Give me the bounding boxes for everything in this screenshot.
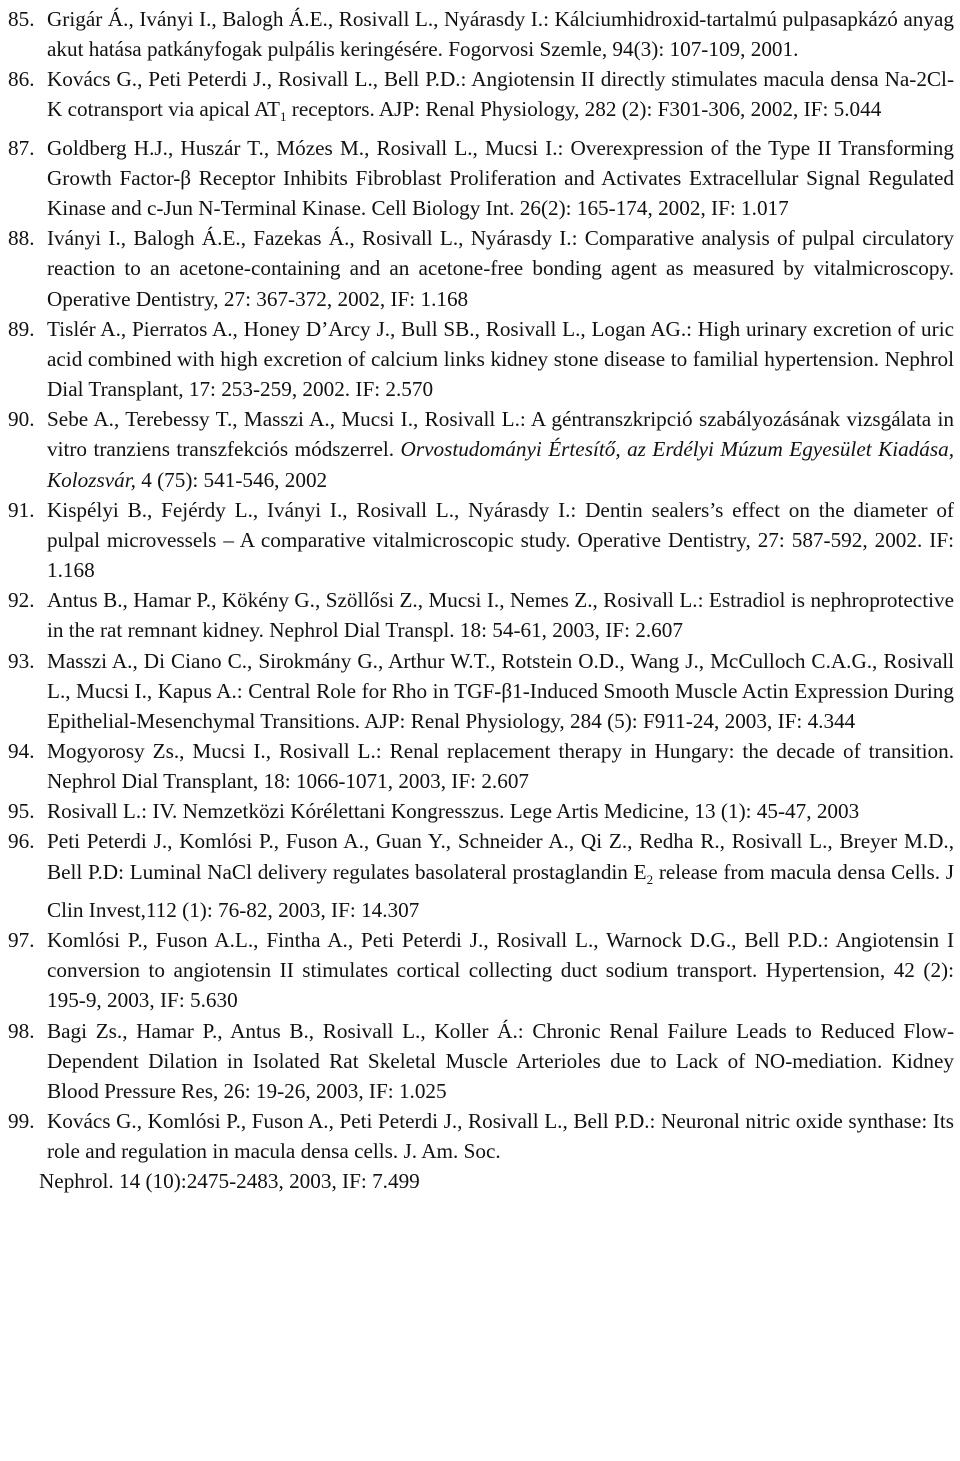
reference-number: 96.: [8, 829, 35, 854]
reference-number: 99.: [8, 1109, 35, 1134]
reference-item: [8, 925, 954, 1015]
reference-number: 89.: [8, 316, 35, 341]
reference-item: [8, 404, 954, 494]
subscript: 1: [280, 109, 287, 125]
reference-text: Mogyorosy Zs., Mucsi I., Rosivall L.: Renal replacement therapy in Hungary: the decade of transition. Nephrol Dial Transplant, 18: 1066-1071, 2003, IF: 2.607: [47, 738, 954, 794]
reference-number: 98.: [8, 1018, 35, 1043]
reference-text: Kovács G., Komlósi P., Fuson A., Peti Peterdi J., Rosivall L., Bell P.D.: Neuronal nitric oxide synthase: Its role and regulation in macula densa cells. J. Am. Soc.: [47, 1109, 954, 1164]
reference-number: 95.: [8, 799, 35, 824]
reference-number: 91.: [8, 497, 35, 522]
journal-italic: Orvostudományi Értesítő, az Erdélyi Múzum Egyesület Kiadása, Kolozsvár,: [47, 437, 955, 492]
reference-number: 97.: [8, 928, 35, 953]
reference-text: Bagi Zs., Hamar P., Antus B., Rosivall L., Koller Á.: Chronic Renal Failure Leads to Reduced Flow-Dependent Dilation in Isolated Rat Skeletal Muscle Arterioles due to Lack of NO-mediation. Kidney Blood Pressure Res, 26: 19-26, 2003, IF: 1.025: [47, 1018, 954, 1103]
reference-text: Tislér A., Pierratos A., Honey D’Arcy J., Bull SB., Rosivall L., Logan AG.: High urinary excretion of uric acid combined with high excretion of calcium links kidney stone disease to familial hypertension. Nephrol Dial Transplant, 17: 253-259, 2002. IF: 2.570: [47, 316, 954, 402]
reference-number: 94.: [8, 738, 35, 763]
reference-item: [8, 736, 954, 796]
reference-item: [8, 314, 954, 404]
reference-item: [8, 4, 954, 64]
reference-number: 85.: [8, 7, 35, 31]
reference-item: [8, 64, 954, 133]
reference-text: Goldberg H.J., Huszár T., Mózes M., Rosivall L., Mucsi I.: Overexpression of the Type II Transforming Growth Factor-β Receptor Inhibits Fibroblast Proliferation and Activates Extracellular Signal Regulated Kinase and c-Jun N-Terminal Kinase. Cell Biology Int. 26(2): 165-174, 2002, IF: 1.017: [47, 135, 954, 221]
reference-item: [8, 646, 954, 736]
reference-item: [8, 223, 954, 313]
reference-text: [47, 404, 954, 494]
reference-number: 88.: [8, 226, 35, 251]
reference-text: Masszi A., Di Ciano C., Sirokmány G., Arthur W.T., Rotstein O.D., Wang J., McCulloch C.A.G., Rosivall L., Mucsi I., Kapus A.: Central Role for Rho in TGF-β1-Induced Smooth Muscle Actin Expression During Epithelial-Mesenchymal Transitions. AJP: Renal Physiology, 284 (5): F911-24, 2003, IF: 4.344: [47, 648, 954, 733]
reference-text-part: release from macula densa Cells. J Clin Invest,112 (1): 76-82, 2003, IF: 14.307: [47, 859, 955, 922]
reference-item: [8, 796, 954, 826]
reference-text: Grigár Á., Iványi I., Balogh Á.E., Rosivall L., Nyárasdy I.: Kálciumhidroxid-tartalmú pulpasapkázó anyag akut hatása patkányfogak pulpális keringésére. Fogorvosi Szemle, 94(3): 107-109, 2001.: [47, 7, 954, 62]
reference-number: 90.: [8, 407, 35, 432]
reference-text: Iványi I., Balogh Á.E., Fazekas Á., Rosivall L., Nyárasdy I.: Comparative analysis of pulpal circulatory reaction to an acetone-containing and an acetone-free bonding agent as measured by vitalmicroscopy. Operative Dentistry, 27: 367-372, 2002, IF: 1.168: [47, 226, 954, 311]
reference-item: [8, 133, 954, 223]
reference-text: Rosivall L.: IV. Nemzetközi Kórélettani Kongresszus. Lege Artis Medicine, 13 (1): 45-47, 2003: [47, 799, 860, 824]
reference-text: Antus B., Hamar P., Kökény G., Szöllősi Z., Mucsi I., Nemes Z., Rosivall L.: Estradiol is nephroprotective in the rat remnant kidney. Nephrol Dial Transpl. 18: 54-61, 2003, IF: 2.607: [47, 588, 954, 643]
reference-text: Komlósi P., Fuson A.L., Fintha A., Peti Peterdi J., Rosivall L., Warnock D.G., Bell P.D.: Angiotensin I conversion to angiotensin II stimulates cortical collecting duct sodium transport. Hypertension, 42 (2): 195-9, 2003, IF: 5.630: [47, 928, 954, 1013]
subscript: 2: [646, 871, 654, 887]
reference-item: [8, 585, 954, 645]
reference-text-part: 4 (75): 541-546, 2002: [135, 467, 328, 492]
reference-item: [8, 1016, 954, 1106]
reference-text-part: receptors. AJP: Renal Physiology, 282 (2): F301-306, 2002, IF: 5.044: [286, 97, 882, 122]
reference-number: 93.: [8, 648, 35, 673]
reference-item: [8, 495, 954, 585]
reference-text-continuation: Nephrol. 14 (10):2475-2483, 2003, IF: 7.499: [39, 1169, 420, 1194]
reference-text: [47, 64, 954, 133]
reference-item: [8, 1106, 954, 1196]
reference-number: 92.: [8, 588, 35, 613]
reference-number: 86.: [8, 67, 35, 92]
reference-text: [47, 826, 954, 925]
reference-text-part: Peti Peterdi J., Komlósi P., Fuson A., Guan Y., Schneider A., Qi Z., Redha R., Rosivall L., Breyer M.D., Bell P.D: Luminal NaCl delivery regulates basolateral prostaglandin E: [47, 829, 954, 884]
reference-text-part: Sebe A., Terebessy T., Masszi A., Mucsi I., Rosivall L.: A géntranszkripció szabályozásának vizsgálata in vitro tranziens transzfekciós módszerrel.: [47, 407, 954, 462]
reference-list: [8, 4, 954, 1197]
reference-number: 87.: [8, 135, 35, 160]
reference-text: Kispélyi B., Fejérdy L., Iványi I., Rosivall L., Nyárasdy I.: Dentin sealers’s effect on the diameter of pulpal microvessels – A comparative vitalmicroscopic study. Operative Dentistry, 27: 587-592, 2002. IF: 1.168: [47, 497, 954, 583]
reference-text-part: Kovács G., Peti Peterdi J., Rosivall L., Bell P.D.: Angiotensin II directly stimulates macula densa Na-2Cl-K cotransport via apical AT: [47, 67, 954, 122]
reference-item: [8, 826, 954, 925]
